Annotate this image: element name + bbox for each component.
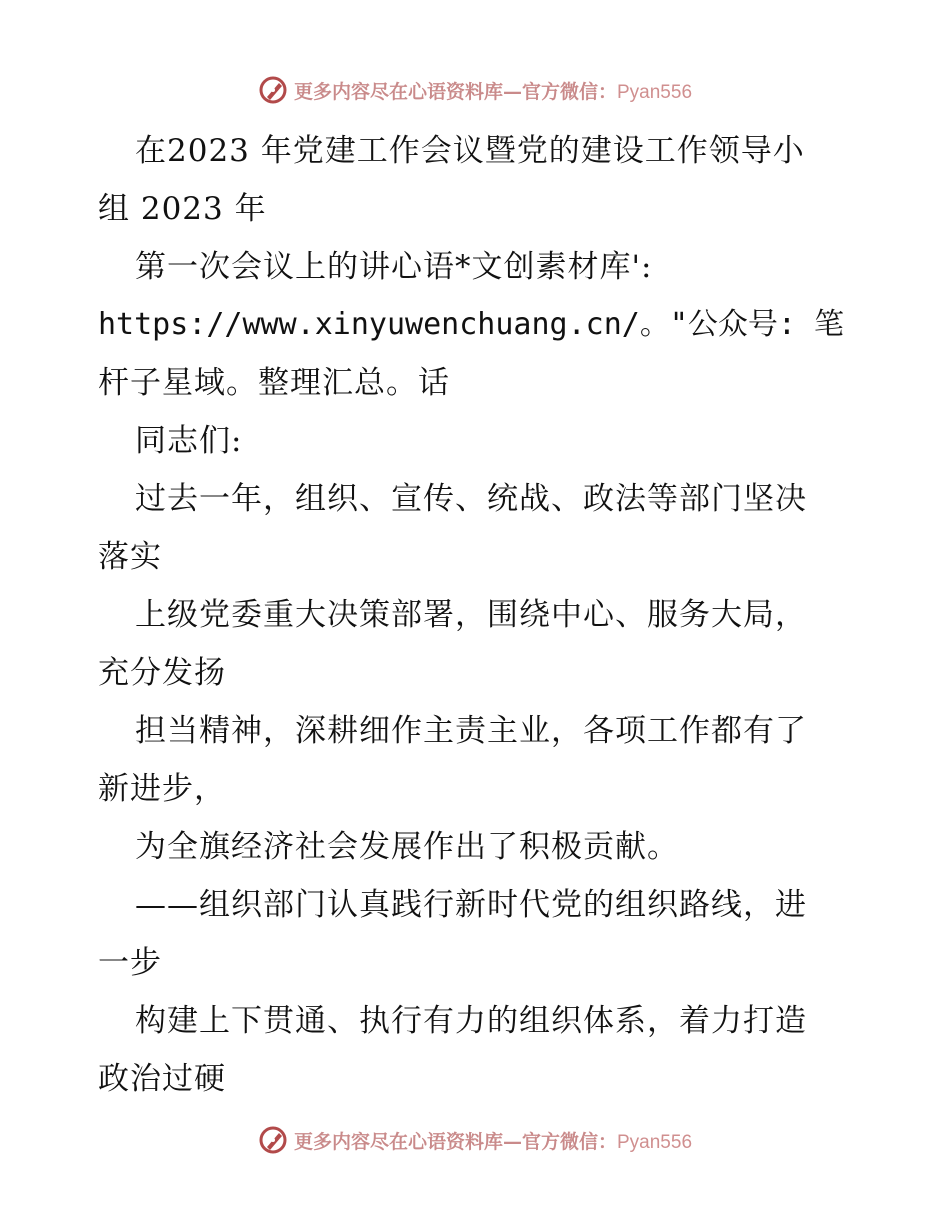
text-line: 充分发扬 <box>98 655 226 691</box>
text-line: ——组织部门认真践行新时代党的组织路线，进 <box>135 887 807 923</box>
text-line: 杆子星域。整理汇总。话 <box>98 365 450 401</box>
header-banner-content <box>258 75 692 105</box>
text-line: https://www.xinyuwenchuang.cn/。"公众号: 笔 <box>98 307 845 342</box>
footer-banner-content <box>258 1125 692 1155</box>
text-line: 第一次会议上的讲心语*文创素材库': <box>135 249 653 285</box>
text-line: 构建上下贯通、执行有力的组织体系，着力打造 <box>135 1003 807 1039</box>
text-line: 新进步， <box>98 771 226 807</box>
banner-text: 更多内容尽在心语资料库—官方微信： <box>293 1130 617 1153</box>
pen-in-circle-icon <box>258 75 288 105</box>
banner-label <box>294 1127 692 1154</box>
text-line: 过去一年，组织、宣传、统战、政法等部门坚决 <box>135 481 807 517</box>
banner-label <box>294 77 692 104</box>
banner-text: 更多内容尽在心语资料库—官方微信： <box>293 80 617 103</box>
document-body <box>98 122 858 1108</box>
banner-wechat: Pyan556 <box>617 1131 693 1153</box>
text-line: 为全旗经济社会发展作出了积极贡献。 <box>135 829 679 865</box>
text-line: 在2023 年党建工作会议暨党的建设工作领导小 <box>135 133 805 169</box>
text-line: 上级党委重大决策部署，围绕中心、服务大局， <box>135 597 807 633</box>
footer-banner <box>0 1120 950 1160</box>
text-line: 落实 <box>98 539 162 575</box>
pen-in-circle-icon <box>258 1125 288 1155</box>
text-line: 政治过硬 <box>98 1061 226 1097</box>
text-line: 同志们: <box>135 423 243 459</box>
text-line: 担当精神，深耕细作主责主业，各项工作都有了 <box>135 713 807 749</box>
text-line: 组 2023 年 <box>98 191 267 227</box>
banner-wechat: Pyan556 <box>617 81 693 103</box>
text-line: 一步 <box>98 945 162 981</box>
header-banner <box>0 70 950 110</box>
